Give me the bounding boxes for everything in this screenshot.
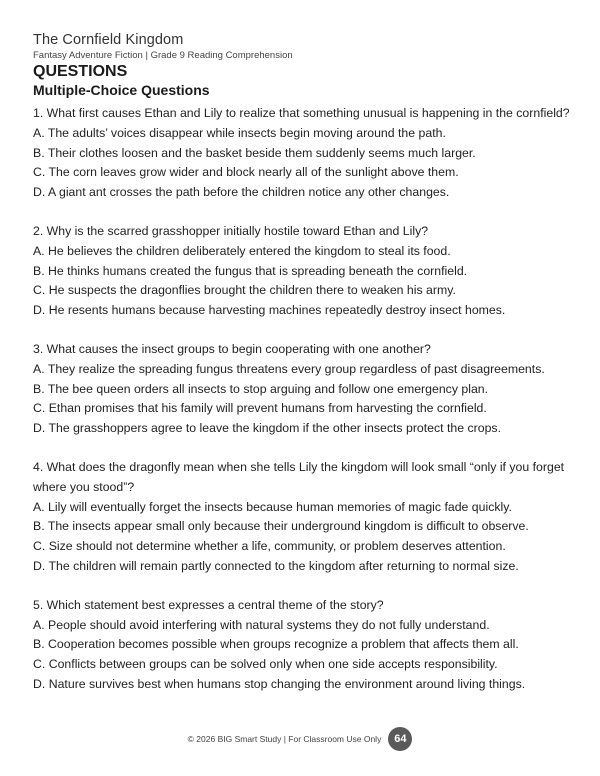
answer-option-a: A. The adults’ voices disappear while insects begin moving around the path.: [33, 125, 446, 140]
question-2: [33, 222, 578, 321]
answer-option-a: A. Lily will eventually forget the insects because human memories of magic fade quickly.: [33, 499, 512, 514]
question-3: [33, 340, 578, 439]
answer-option-d: D. Nature survives best when humans stop changing the environment around living things.: [33, 676, 526, 691]
document-title: The Cornfield Kingdom: [33, 32, 184, 48]
page-footer: [0, 727, 600, 751]
question-1: [33, 104, 578, 203]
answer-option-c: C. Conflicts between groups can be solved only when one side accepts responsibility.: [33, 657, 498, 672]
question-4: [33, 458, 578, 577]
answer-option-b: B. Cooperation becomes possible when groups recognize a problem that affects them all.: [33, 637, 519, 652]
answer-option-a: A. He believes the children deliberately entered the kingdom to steal its food.: [33, 243, 451, 258]
section-subtitle: Multiple-Choice Questions: [33, 82, 210, 98]
question-stem: 5. Which statement best expresses a central theme of the story?: [33, 597, 384, 612]
answer-option-c: C. Ethan promises that his family will prevent humans from harvesting the cornfield.: [33, 401, 487, 416]
answer-option-a: A. People should avoid interfering with natural systems they do not fully understand.: [33, 617, 490, 632]
answer-option-d: D. A giant ant crosses the path before the children notice any other changes.: [33, 185, 450, 200]
question-stem: 4. What does the dragonfly mean when she tells Lily the kingdom will look small “only if you forget where you stood”?: [33, 459, 565, 494]
footer-copyright: © 2026 BIG Smart Study | For Classroom Use Only: [187, 734, 382, 744]
answer-option-d: D. The children will remain partly connected to the kingdom after returning to normal size.: [33, 558, 519, 573]
question-stem: 1. What first causes Ethan and Lily to realize that something unusual is happening in the cornfield?: [33, 106, 570, 120]
answer-option-d: D. The grasshoppers agree to leave the kingdom if the other insects protect the crops.: [33, 421, 501, 436]
answer-option-b: B. The insects appear small only because their underground kingdom is difficult to observe.: [33, 519, 529, 534]
document-subtitle: Fantasy Adventure Fiction | Grade 9 Reading Comprehension: [33, 50, 293, 61]
question-5: [33, 596, 578, 695]
answer-option-c: C. Size should not determine whether a life, community, or problem deserves attention.: [33, 539, 506, 554]
answer-option-c: C. The corn leaves grow wider and block nearly all of the sunlight above them.: [33, 165, 459, 180]
answer-option-c: C. He suspects the dragonflies brought the children there to weaken his army.: [33, 283, 456, 298]
answer-option-a: A. They realize the spreading fungus threatens every group regardless of past disagreements.: [33, 361, 545, 376]
page-number-badge: 64: [388, 727, 412, 751]
question-stem: 2. Why is the scarred grasshopper initially hostile toward Ethan and Lily?: [33, 223, 429, 238]
question-list: [33, 104, 578, 714]
answer-option-b: B. The bee queen orders all insects to stop arguing and follow one emergency plan.: [33, 381, 489, 396]
question-stem: 3. What causes the insect groups to begin cooperating with one another?: [33, 341, 431, 356]
answer-option-b: B. He thinks humans created the fungus that is spreading beneath the cornfield.: [33, 263, 468, 278]
section-title: QUESTIONS: [33, 63, 128, 80]
answer-option-d: D. He resents humans because harvesting machines repeatedly destroy insect homes.: [33, 303, 506, 318]
answer-option-b: B. Their clothes loosen and the basket beside them suddenly seems much larger.: [33, 145, 476, 160]
